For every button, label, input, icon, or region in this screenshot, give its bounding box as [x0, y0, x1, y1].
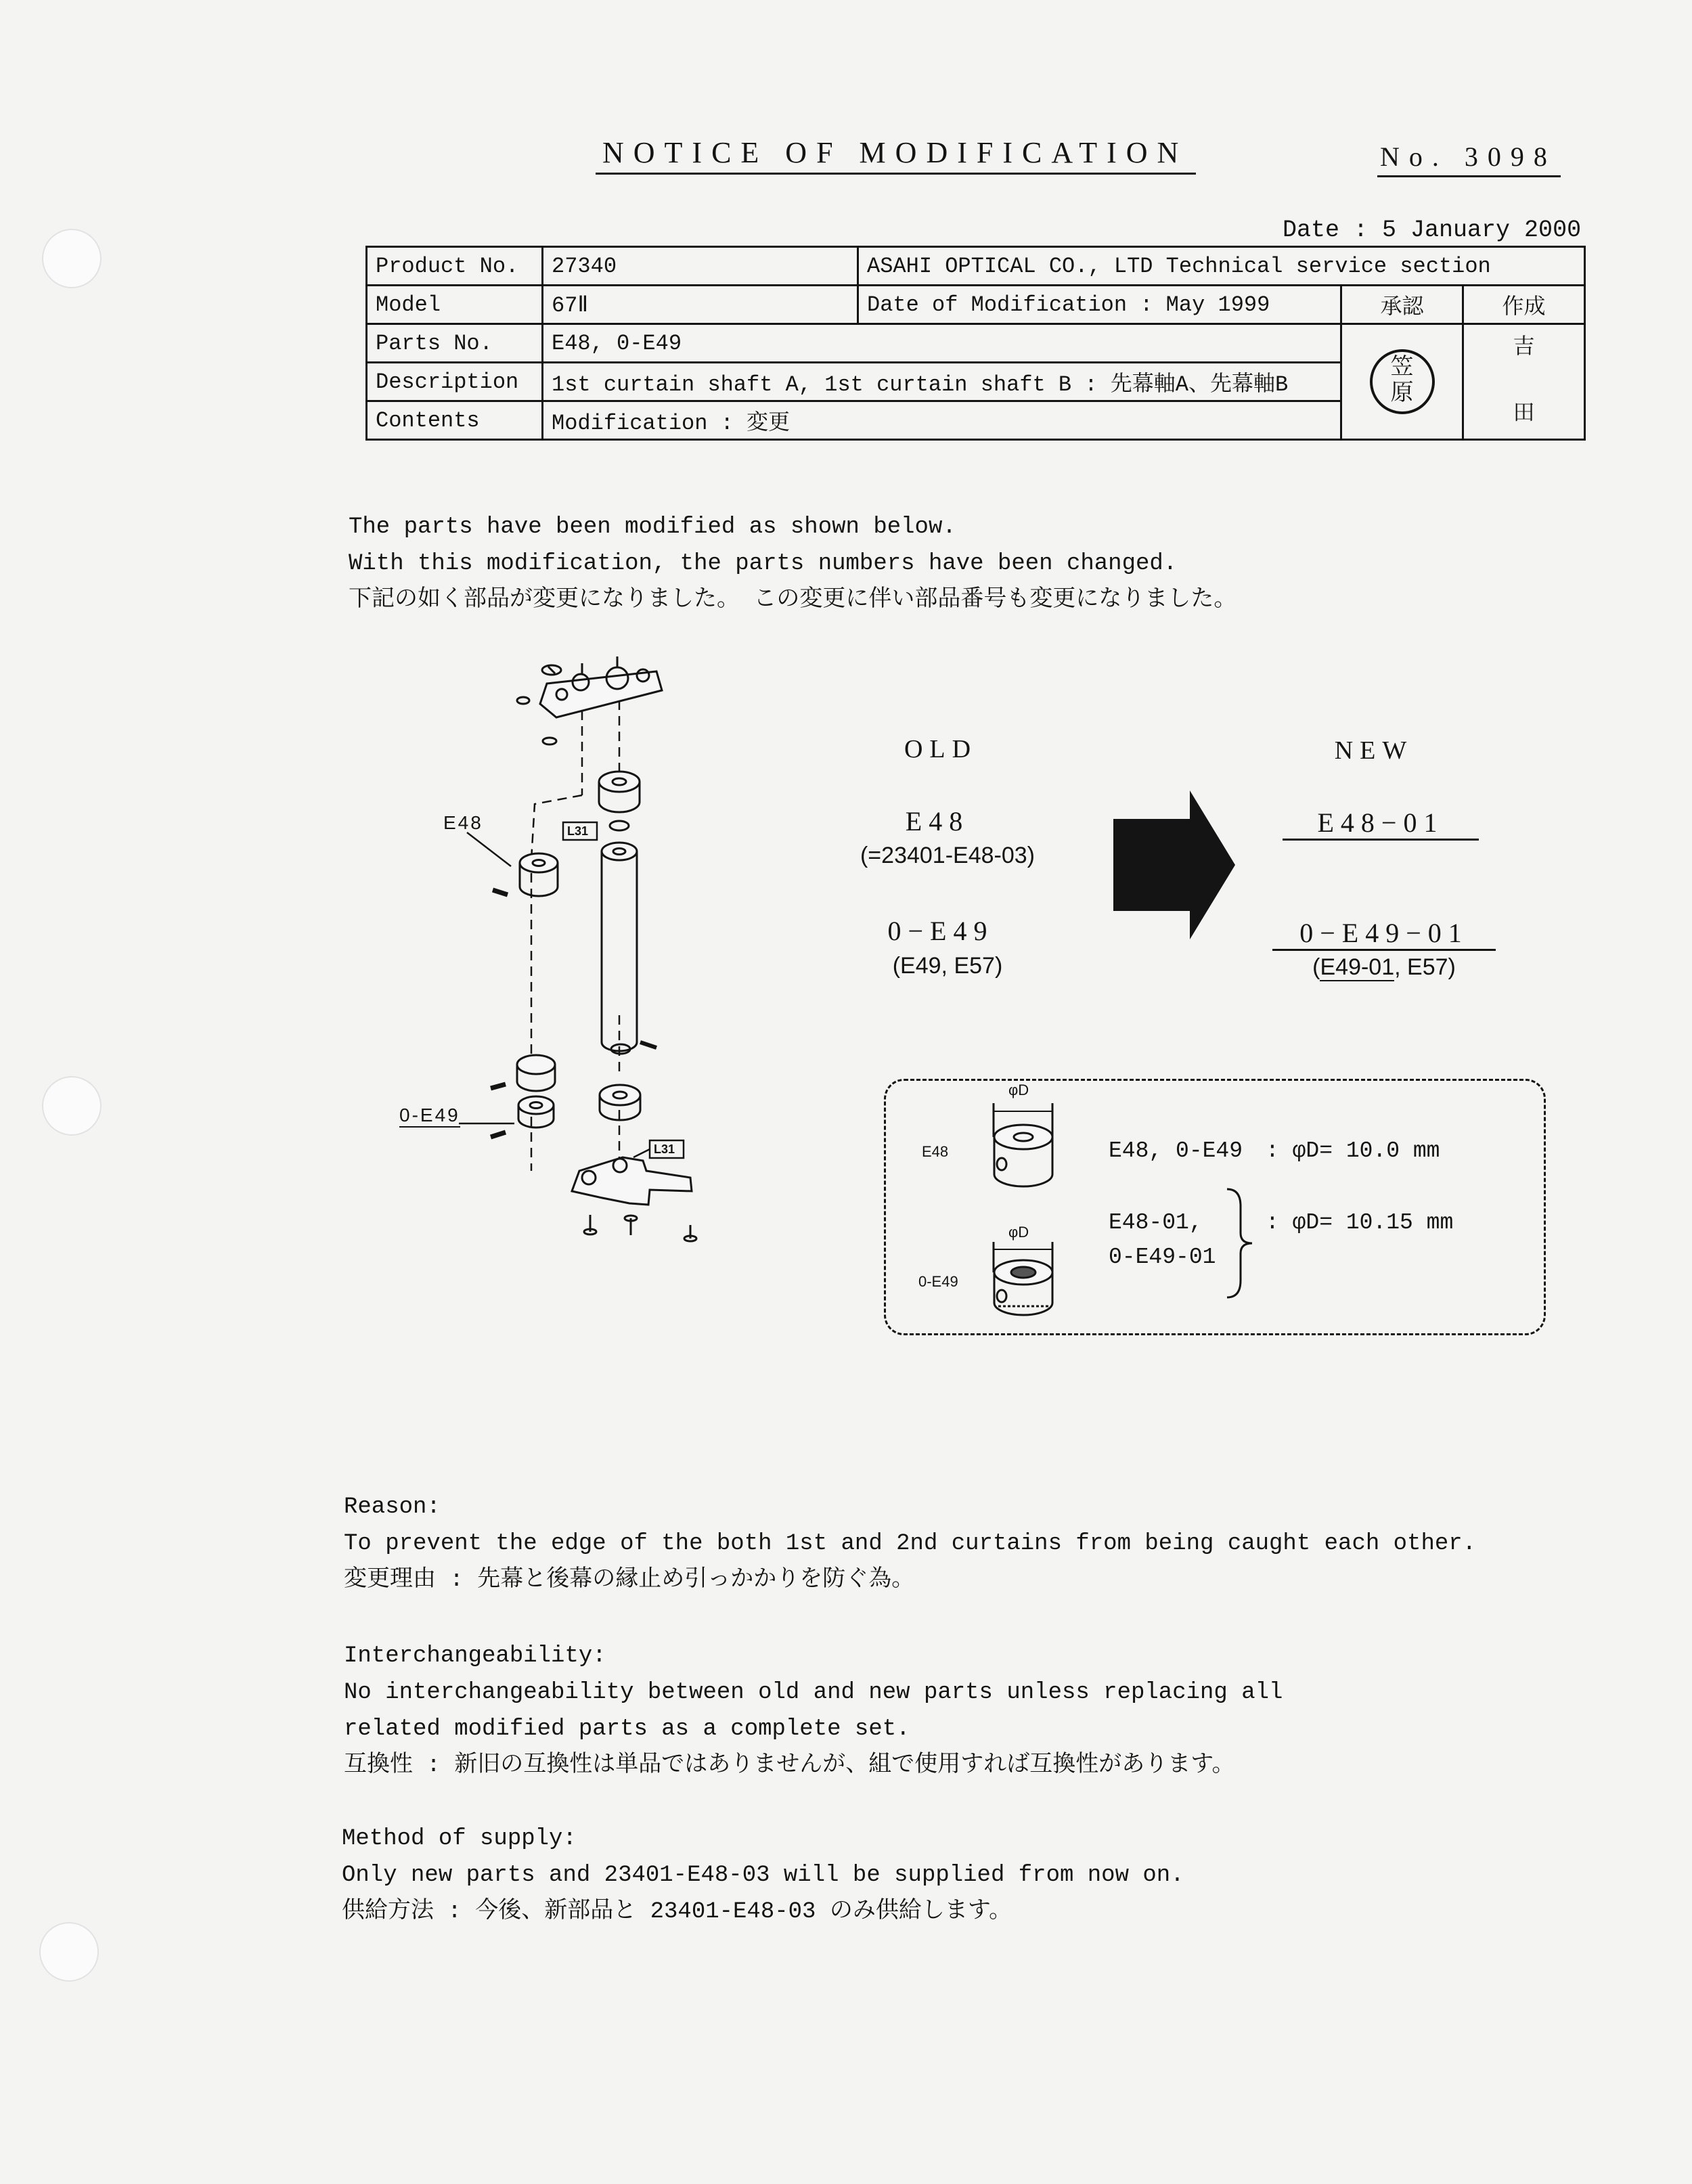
punch-hole-top — [42, 229, 102, 288]
phi-d-label-bottom: φD — [1008, 1224, 1029, 1241]
top-plate — [517, 656, 662, 744]
contents-label: Contents — [367, 401, 543, 440]
old-heading: OLD — [904, 735, 978, 763]
company-name: ASAHI OPTICAL CO., LTD Technical service section — [858, 247, 1585, 286]
author-top: 吉 — [1513, 335, 1535, 360]
tol-new-value: : φD= 10.15 mm — [1266, 1210, 1454, 1235]
intro-paragraph — [349, 509, 1237, 619]
new-sub-e49-01: E49-01 — [1320, 954, 1395, 980]
new-heading: NEW — [1334, 736, 1414, 765]
interchangeability-line-1: No interchangeability between old and new parts unless replacing all — [344, 1680, 1283, 1706]
new-sub-e57: , E57) — [1394, 954, 1456, 980]
intro-line-2: With this modification, the parts numbers have been changed. — [349, 551, 1178, 577]
old-part-0-e49: 0−E49 — [887, 916, 994, 946]
author-cell — [1463, 324, 1585, 440]
interchangeability-line-3: 互換性 : 新旧の互換性は単品ではありませんが、組で使用すれば互換性があります。 — [344, 1753, 1235, 1779]
tol-new-parts-2: 0-E49-01 — [1109, 1245, 1216, 1270]
model-value: 67Ⅱ — [543, 286, 858, 324]
product-no-value: 27340 — [543, 247, 858, 286]
new-sub-open: ( — [1312, 954, 1320, 980]
bushing-e48-icon — [961, 1090, 1069, 1191]
brace-icon — [1224, 1186, 1257, 1301]
punch-hole-middle — [42, 1076, 102, 1136]
new-part-0-e49-01-sub — [1272, 954, 1496, 981]
notice-number: No. 3098 — [1377, 141, 1561, 177]
interchangeability-line-2: related modified parts as a complete set. — [344, 1716, 910, 1742]
label-0-e49: 0-E49 — [399, 1105, 460, 1128]
intro-line-3: 下記の如く部品が変更になりました。 この変更に伴い部品番号も変更になりました。 — [349, 587, 1237, 613]
description-value: 1st curtain shaft A, 1st curtain shaft B : 先幕軸A、先幕軸B — [543, 363, 1341, 401]
interchangeability-section — [344, 1638, 1283, 1784]
parts-no-label: Parts No. — [367, 324, 543, 363]
approval-stamp-cell — [1341, 324, 1463, 440]
supply-line-1: Only new parts and 23401-E48-03 will be supplied from now on. — [342, 1863, 1184, 1888]
new-part-e48-01: E48−01 — [1283, 807, 1479, 841]
old-part-0-e49-sub: (E49, E57) — [892, 953, 1003, 979]
intro-line-1: The parts have been modified as shown below. — [349, 514, 956, 540]
bottom-plate — [572, 1157, 696, 1241]
supply-heading: Method of supply: — [342, 1826, 577, 1852]
arrow-icon — [1110, 790, 1239, 939]
exploded-parts-diagram — [379, 636, 731, 1266]
product-no-label: Product No. — [367, 247, 543, 286]
approval-label: 承認 — [1341, 286, 1463, 324]
reason-heading: Reason: — [344, 1494, 441, 1520]
tol-0-e49-label: 0-E49 — [918, 1273, 958, 1290]
label-l31-bottom: L31 — [654, 1142, 675, 1156]
date-of-modification: Date of Modification : May 1999 — [858, 286, 1341, 324]
approval-stamp — [1370, 349, 1435, 414]
tol-e48-label: E48 — [922, 1143, 949, 1160]
supply-section — [342, 1821, 1184, 1930]
info-table — [365, 246, 1586, 441]
notice-date: Date : 5 January 2000 — [1283, 217, 1582, 244]
new-part-0-e49-01: 0−E49−01 — [1272, 917, 1496, 951]
model-label: Model — [367, 286, 543, 324]
label-e48: E48 — [443, 812, 483, 833]
author-label: 作成 — [1463, 286, 1585, 324]
punch-hole-bottom — [39, 1922, 99, 1982]
supply-line-2: 供給方法 : 今後、新部品と 23401-E48-03 のみ供給します。 — [342, 1899, 1012, 1925]
author-bottom: 田 — [1513, 401, 1535, 426]
approval-stamp-top: 笠 — [1390, 356, 1414, 382]
tol-old-parts: E48, 0-E49 — [1109, 1138, 1243, 1163]
label-l31-top: L31 — [567, 824, 589, 838]
contents-value: Modification : 変更 — [543, 401, 1341, 440]
tol-new-parts-1: E48-01, — [1109, 1210, 1203, 1235]
old-part-e48-sub: (=23401-E48-03) — [860, 843, 1035, 868]
reason-line-2: 変更理由 : 先幕と後幕の縁止め引っかかりを防ぐ為。 — [344, 1567, 915, 1593]
interchangeability-heading: Interchangeability: — [344, 1643, 606, 1669]
parts-no-value: E48, 0-E49 — [543, 324, 1341, 363]
curtain-shaft — [602, 843, 656, 1051]
old-part-e48: E48 — [905, 806, 970, 837]
reason-section — [344, 1489, 1476, 1599]
description-label: Description — [367, 363, 543, 401]
approval-stamp-bottom: 原 — [1390, 382, 1414, 407]
reason-line-1: To prevent the edge of the both 1st and 2nd curtains from being caught each other. — [344, 1531, 1477, 1557]
document-title: NOTICE OF MODIFICATION — [596, 135, 1196, 175]
tol-old-value: : φD= 10.0 mm — [1266, 1138, 1440, 1163]
phi-d-label-top: φD — [1008, 1082, 1029, 1098]
top-bushing — [599, 772, 640, 830]
